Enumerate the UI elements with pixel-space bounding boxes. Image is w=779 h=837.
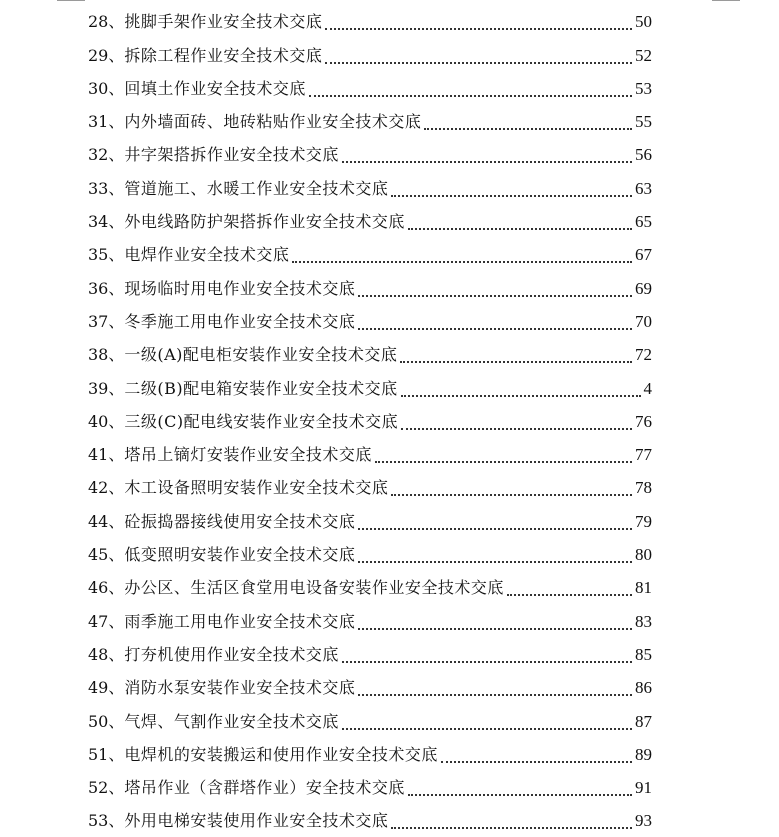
toc-entry-title: 一级(A)配电柜安装作业安全技术交底 bbox=[124, 345, 398, 365]
toc-entry[interactable] bbox=[88, 5, 652, 38]
toc-page-number: 65 bbox=[635, 212, 652, 232]
toc-page-number: 76 bbox=[635, 411, 652, 431]
toc-page-number: 91 bbox=[635, 778, 652, 798]
toc-entry[interactable] bbox=[88, 738, 652, 771]
toc-entry-number: 52、 bbox=[88, 778, 125, 798]
toc-page-number: 87 bbox=[635, 711, 652, 731]
toc-dot-leader bbox=[292, 245, 632, 263]
toc-entry[interactable] bbox=[88, 538, 652, 571]
toc-dot-leader bbox=[358, 512, 632, 530]
toc-entry[interactable] bbox=[88, 171, 652, 204]
toc-dot-leader bbox=[342, 145, 632, 163]
toc-page-number: 78 bbox=[635, 478, 652, 498]
toc-entry-number: 41、 bbox=[88, 445, 125, 465]
toc-dot-leader bbox=[358, 545, 632, 563]
toc-entry-number: 31、 bbox=[88, 112, 125, 132]
toc-entry-number: 47、 bbox=[88, 611, 125, 631]
toc-dot-leader bbox=[401, 412, 632, 430]
toc-entry[interactable] bbox=[88, 405, 652, 438]
toc-page-number: 50 bbox=[635, 12, 652, 32]
toc-entry[interactable] bbox=[88, 504, 652, 537]
toc-entry-number: 39、 bbox=[88, 378, 125, 398]
toc-entry-title: 拆除工程作业安全技术交底 bbox=[124, 45, 323, 65]
toc-entry[interactable] bbox=[88, 38, 652, 71]
toc-dot-leader bbox=[391, 179, 632, 197]
toc-entry-title: 砼振捣器接线使用安全技术交底 bbox=[124, 511, 356, 531]
toc-entry[interactable] bbox=[88, 271, 652, 304]
toc-entry-number: 35、 bbox=[88, 245, 125, 265]
crop-mark-right bbox=[712, 0, 740, 4]
toc-entry[interactable] bbox=[88, 471, 652, 504]
toc-entry-title: 二级(B)配电箱安装作业安全技术交底 bbox=[124, 378, 398, 398]
toc-dot-leader bbox=[408, 778, 632, 796]
toc-page-number: 56 bbox=[635, 145, 652, 165]
toc-entry-title: 冬季施工用电作业安全技术交底 bbox=[124, 311, 356, 331]
toc-page-number: 77 bbox=[635, 445, 652, 465]
toc-entry[interactable] bbox=[88, 371, 652, 404]
toc-entry-number: 36、 bbox=[88, 278, 125, 298]
toc-entry-number: 45、 bbox=[88, 545, 125, 565]
toc-entry-number: 29、 bbox=[88, 45, 125, 65]
toc-dot-leader bbox=[358, 612, 632, 630]
toc-entry-title: 塔吊作业（含群塔作业）安全技术交底 bbox=[124, 778, 405, 798]
toc-page-number: 72 bbox=[635, 345, 652, 365]
toc-entry-title: 办公区、生活区食堂用电设备安装作业安全技术交底 bbox=[124, 578, 504, 598]
toc-page-number: 86 bbox=[635, 678, 652, 698]
toc-entry[interactable] bbox=[88, 638, 652, 671]
toc-entry[interactable] bbox=[88, 338, 652, 371]
toc-entry[interactable] bbox=[88, 804, 652, 837]
toc-entry-title: 外用电梯安装使用作业安全技术交底 bbox=[124, 811, 389, 831]
toc-entry[interactable] bbox=[88, 571, 652, 604]
toc-dot-leader bbox=[358, 678, 632, 696]
toc-entry-title: 塔吊上镝灯安装作业安全技术交底 bbox=[124, 445, 372, 465]
toc-entry-title: 三级(C)配电线安装作业安全技术交底 bbox=[124, 411, 399, 431]
toc-entry-number: 50、 bbox=[88, 711, 125, 731]
toc-page-number: 4 bbox=[643, 378, 652, 398]
toc-page-number: 53 bbox=[635, 78, 652, 98]
toc-entry-title: 打夯机使用作业安全技术交底 bbox=[124, 644, 339, 664]
toc-entry-title: 外电线路防护架搭拆作业安全技术交底 bbox=[124, 212, 405, 232]
toc-dot-leader bbox=[325, 46, 632, 64]
toc-entry[interactable] bbox=[88, 105, 652, 138]
toc-entry-number: 51、 bbox=[88, 744, 125, 764]
toc-page-number: 83 bbox=[635, 611, 652, 631]
toc-dot-leader bbox=[400, 345, 632, 363]
toc-entry[interactable] bbox=[88, 604, 652, 637]
table-of-contents bbox=[88, 5, 652, 837]
toc-entry-number: 53、 bbox=[88, 811, 125, 831]
toc-dot-leader bbox=[441, 745, 632, 763]
toc-entry-title: 木工设备照明安装作业安全技术交底 bbox=[124, 478, 389, 498]
toc-entry-title: 现场临时用电作业安全技术交底 bbox=[124, 278, 356, 298]
toc-entry[interactable] bbox=[88, 138, 652, 171]
toc-entry-title: 雨季施工用电作业安全技术交底 bbox=[124, 611, 356, 631]
toc-dot-leader bbox=[424, 112, 632, 130]
toc-entry[interactable] bbox=[88, 438, 652, 471]
toc-dot-leader bbox=[342, 645, 632, 663]
toc-dot-leader bbox=[391, 478, 632, 496]
toc-dot-leader bbox=[358, 279, 632, 297]
toc-entry-number: 44、 bbox=[88, 511, 125, 531]
toc-page-number: 79 bbox=[635, 511, 652, 531]
toc-dot-leader bbox=[358, 312, 632, 330]
toc-page-number: 93 bbox=[635, 811, 652, 831]
toc-entry-number: 37、 bbox=[88, 311, 125, 331]
crop-mark-left bbox=[57, 0, 85, 4]
toc-dot-leader bbox=[325, 12, 632, 30]
toc-page-number: 67 bbox=[635, 245, 652, 265]
toc-dot-leader bbox=[401, 379, 641, 397]
toc-entry-number: 28、 bbox=[88, 12, 125, 32]
toc-entry-number: 40、 bbox=[88, 411, 125, 431]
toc-entry[interactable] bbox=[88, 771, 652, 804]
toc-entry-title: 回填土作业安全技术交底 bbox=[124, 78, 306, 98]
toc-entry[interactable] bbox=[88, 72, 652, 105]
toc-entry-title: 消防水泵安装作业安全技术交底 bbox=[124, 678, 356, 698]
toc-entry-title: 内外墙面砖、地砖粘贴作业安全技术交底 bbox=[124, 112, 422, 132]
toc-dot-leader bbox=[507, 578, 632, 596]
toc-entry-title: 气焊、气割作业安全技术交底 bbox=[124, 711, 339, 731]
toc-dot-leader bbox=[391, 811, 632, 829]
toc-page-number: 80 bbox=[635, 545, 652, 565]
toc-page-number: 81 bbox=[635, 578, 652, 598]
toc-page-number: 55 bbox=[635, 112, 652, 132]
toc-entry-number: 42、 bbox=[88, 478, 125, 498]
toc-entry-number: 30、 bbox=[88, 78, 125, 98]
toc-entry-title: 电焊机的安装搬运和使用作业安全技术交底 bbox=[124, 744, 438, 764]
toc-entry-title: 管道施工、水暖工作业安全技术交底 bbox=[124, 178, 389, 198]
toc-entry-title: 挑脚手架作业安全技术交底 bbox=[124, 12, 323, 32]
toc-page-number: 52 bbox=[635, 45, 652, 65]
toc-entry[interactable] bbox=[88, 205, 652, 238]
toc-page-number: 63 bbox=[635, 178, 652, 198]
toc-dot-leader bbox=[375, 445, 632, 463]
toc-entry-number: 48、 bbox=[88, 644, 125, 664]
toc-dot-leader bbox=[342, 712, 632, 730]
toc-entry-number: 33、 bbox=[88, 178, 125, 198]
toc-entry-title: 低变照明安装作业安全技术交底 bbox=[124, 545, 356, 565]
toc-dot-leader bbox=[408, 212, 632, 230]
toc-entry-title: 井字架搭拆作业安全技术交底 bbox=[124, 145, 339, 165]
toc-page-number: 85 bbox=[635, 644, 652, 664]
toc-page-number: 69 bbox=[635, 278, 652, 298]
toc-entry-title: 电焊作业安全技术交底 bbox=[124, 245, 290, 265]
toc-entry-number: 32、 bbox=[88, 145, 125, 165]
toc-entry[interactable] bbox=[88, 671, 652, 704]
toc-entry-number: 38、 bbox=[88, 345, 125, 365]
toc-page-number: 70 bbox=[635, 311, 652, 331]
toc-page-number: 89 bbox=[635, 744, 652, 764]
toc-entry[interactable] bbox=[88, 305, 652, 338]
toc-entry-number: 49、 bbox=[88, 678, 125, 698]
toc-dot-leader bbox=[309, 79, 632, 97]
toc-entry[interactable] bbox=[88, 238, 652, 271]
toc-entry-number: 34、 bbox=[88, 212, 125, 232]
toc-entry[interactable] bbox=[88, 704, 652, 737]
toc-entry-number: 46、 bbox=[88, 578, 125, 598]
